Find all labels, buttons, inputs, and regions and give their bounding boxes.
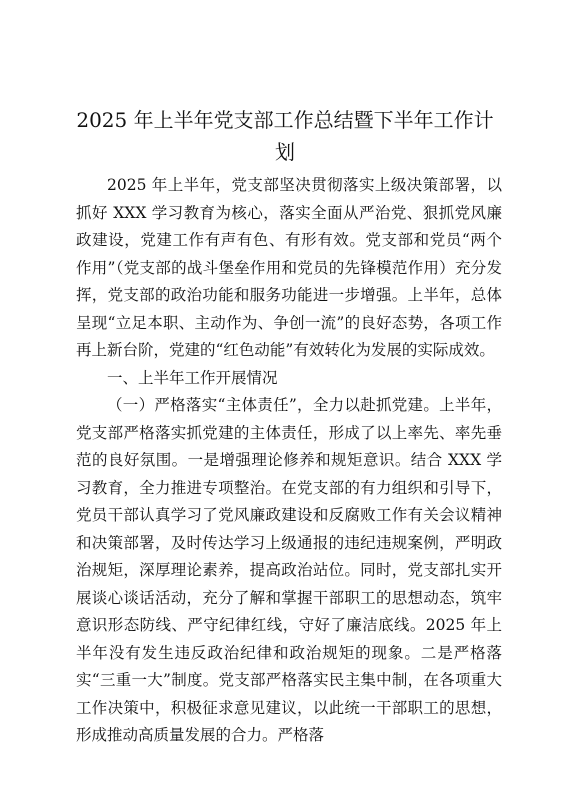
document-title: 2025 年上半年党支部工作总结暨下半年工作计划 (76, 108, 494, 164)
document-body (76, 172, 502, 750)
section-paragraph: （一）严格落实“主体责任”，全力以赴抓党建。上半年，党支部严格落实抓党建的主体责任，形成了以上率先、率先垂范的良好氛围。一是增强理论修养和规矩意识。结合 XXX 学习教育，全力推进专项整治。在党支部的有力组织和引导下，党员干部认真学习了党风廉政建设和反腐败工作有关会议精神和决策部署，及时传达学习上级通报的违纪违规案例，严明政治规矩，深厚理论素养，提高政治站位。同时，党支部扎实开展谈心谈话活动，充分了解和掌握干部职工的思想动态，筑牢意识形态防线、严守纪律红线，守好了廉洁底线。2025 年上半年没有发生违反政治纪律和政治规矩的现象。二是严格落实“三重一大”制度。党支部严格落实民主集中制，在各项重大工作决策中，积极征求意见建议，以此统一干部职工的思想，形成推动高质量发展的合力。严格落 (76, 396, 502, 744)
section-heading: 一、上半年工作开展情况 (107, 368, 278, 387)
intro-paragraph: 2025 年上半年，党支部坚决贯彻落实上级决策部署，以抓好 XXX 学习教育为核心，落实全面从严治党、狠抓党风廉政建设，党建工作有声有色、有形有效。党支部和党员“两个作用”（党支部的战斗堡垒作用和党员的先锋模范作用）充分发挥，党支部的政治功能和服务功能进一步增强。上半年，总体呈现“立足本职、主动作为、争创一流”的良好态势，各项工作再上新台阶，党建的“红色动能”有效转化为发展的实际成效。 (76, 176, 502, 359)
